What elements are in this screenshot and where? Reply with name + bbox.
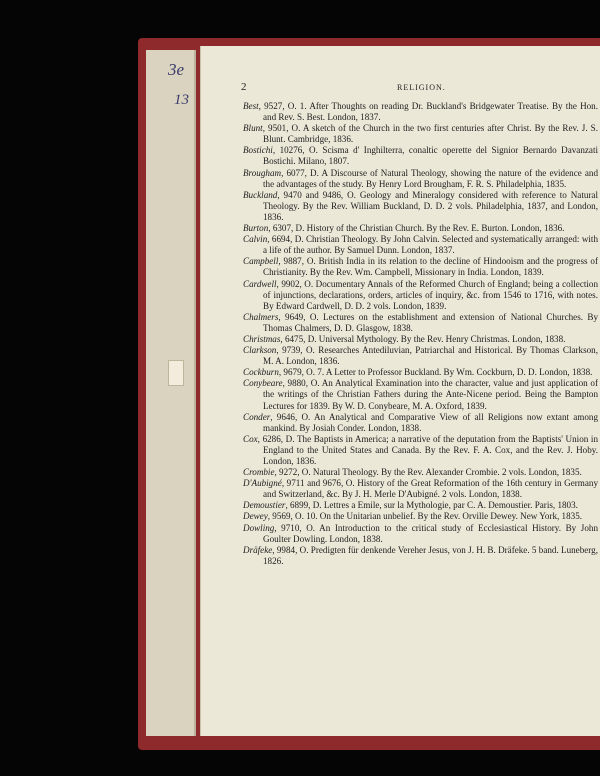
catalog-entry	[243, 190, 598, 223]
entry-author: Conybeare	[243, 378, 283, 389]
margin-note: 13	[174, 92, 189, 108]
entry-author: Brougham	[243, 167, 282, 178]
book-page	[200, 46, 600, 736]
entry-text: , 6286, D. The Baptists in America; a narrative of the deputation from the Baptists' Union in England to the United States and Canada. By the Rev. F. A. Cox, and the Rev. J. Hoby. London, 1836.	[257, 433, 598, 466]
entry-author: Clarkson	[243, 345, 277, 356]
entry-author: Chalmers	[243, 311, 279, 322]
entry-text: , 6077, D. A Discourse of Natural Theology, showing the nature of the evidence and the advantages of the study. By Henry Lord Brougham, F. R. S. Philadelphia, 1835.	[263, 167, 598, 189]
entry-list	[243, 101, 598, 567]
catalog-entry	[243, 145, 598, 167]
catalog-entry	[243, 279, 598, 312]
catalog-entry	[243, 467, 598, 478]
entry-author: Dowling	[243, 522, 275, 533]
catalog-entry	[243, 378, 598, 411]
entry-text: , 9711 and 9676, O. History of the Great Reformation of the 16th century in Germany and Switzerland, &c. By J. H. Merle D'Aubigné. 2 vols. London, 1838.	[263, 478, 598, 500]
entry-author: Conder	[243, 411, 271, 422]
entry-author: Calvin	[243, 234, 268, 245]
catalog-entry	[243, 256, 598, 278]
catalog-entry	[243, 367, 598, 378]
entry-text: , 9679, O. 7. A Letter to Professor Buckland. By Wm. Cockburn, D. D. London, 1838.	[278, 367, 593, 378]
entry-author: D'Aubigné	[243, 478, 282, 489]
entry-author: Best	[243, 101, 259, 111]
page-number: 2	[241, 81, 247, 93]
entry-author: Burton	[243, 223, 269, 234]
entry-text: , 10276, O. Scisma d' Inghilterra, conaltic operette del Signior Bernardo Davanzati Bostichi. Milano, 1807.	[263, 145, 598, 167]
catalog-entry	[243, 545, 598, 567]
catalog-entry	[243, 334, 598, 345]
entry-text: , 9527, O. 1. After Thoughts on reading Dr. Buckland's Bridgewater Treatise. By the Hon. and Rev. S. Best. London, 1837.	[258, 101, 598, 123]
catalog-entry	[243, 478, 598, 500]
entry-text: , 6899, D. Lettres a Emile, sur la Mythologie, par C. A. Demoustier. Paris, 1803.	[285, 500, 578, 511]
catalog-entry	[243, 412, 598, 434]
entry-text: , 6307, D. History of the Christian Church. By the Rev. E. Burton. London, 1836.	[268, 223, 565, 234]
entry-author: Dräfeke	[243, 544, 273, 555]
catalog-entry	[243, 511, 598, 522]
entry-author: Bostichi	[243, 145, 273, 156]
entry-author: Cox	[243, 433, 258, 444]
entry-text: , 9470 and 9486, O. Geology and Mineralogy considered with reference to Natural Theology. By the Rev. William Buckland, D. D. 2 vols. Philadelphia, 1837, and London, 1836.	[263, 189, 598, 222]
entry-text: , 9984, O. Predigten für denkende Vereher Jesus, von J. H. B. Dräfeke. 5 band. Luneberg, 1826.	[263, 544, 598, 566]
entry-text: , 9649, O. Lectures on the establishment and extension of National Churches. By Thomas Chalmers, D. D. Glasgow, 1838.	[263, 311, 598, 333]
page-stub	[168, 360, 184, 386]
entry-author: Cardwell	[243, 278, 277, 289]
catalog-entry	[243, 434, 598, 467]
entry-text: , 9887, O. British India in its relation to the decline of Hindooism and the progress of Christianity. By the Rev. Wm. Campbell, Missionary in India. London, 1839.	[263, 256, 598, 278]
catalog-entry	[243, 123, 598, 145]
entry-text: , 9902, O. Documentary Annals of the Reformed Church of England; being a collection of injunctions, declarations, orders, articles of inquiry, &c. from 1546 to 1716, with notes. By Edward Cardwell, D. D. 2 vols. London, 1839.	[263, 278, 598, 311]
entry-text: , 6694, D. Christian Theology. By John Calvin. Selected and systematically arranged: with a life of the author. By Samuel Dunn. London, 1837.	[263, 234, 598, 256]
entry-author: Campbell	[243, 256, 279, 267]
catalog-entry	[243, 234, 598, 256]
entry-author: Cockburn	[243, 367, 279, 378]
entry-text: , 9880, O. An Analytical Examination into the character, value and just application of the writings of the Christian Fathers during the Ante-Nicene period. Being the Bampton Lectures for 1839. By W. D. Conybeare, M. A. Oxford, 1839.	[263, 378, 598, 411]
entry-author: Buckland	[243, 189, 278, 200]
entry-text: , 9569, O. 10. On the Unitarian unbelief. By the Rev. Orville Dewey. New York, 1835.	[267, 511, 583, 522]
catalog-entry	[243, 523, 598, 545]
catalog-entry	[243, 223, 598, 234]
catalog-entry	[243, 345, 598, 367]
entry-text: , 9710, O. An Introduction to the critical study of Ecclesiastical History. By John Goulter Dowling. London, 1838.	[263, 522, 598, 544]
entry-author: Christmas	[243, 333, 281, 344]
entry-text: , 9739, O. Researches Antediluvian, Patriarchal and Historical. By Thomas Clarkson, M. A. London, 1836.	[263, 345, 598, 367]
entry-author: Crombie	[243, 467, 275, 478]
entry-author: Demoustier	[243, 500, 286, 511]
entry-text: , 9272, O. Natural Theology. By the Rev. Alexander Crombie. 2 vols. London, 1835.	[274, 467, 582, 478]
entry-author: Dewey	[243, 511, 268, 522]
catalog-entry	[243, 500, 598, 511]
margin-note: 3e	[168, 60, 185, 79]
entry-text: , 9501, O. A sketch of the Church in the two first centuries after Christ. By the Rev. J. S. Blunt. Cambridge, 1836.	[262, 123, 598, 145]
catalog-entry	[243, 168, 598, 190]
running-head: RELIGION.	[397, 83, 446, 92]
catalog-entry	[243, 312, 598, 334]
entry-author: Blunt	[243, 123, 263, 134]
entry-text: , 9646, O. An Analytical and Comparative View of all Religions now extant among mankind. By Josiah Conder. London, 1838.	[263, 411, 598, 433]
flyleaf	[146, 50, 196, 736]
entry-text: , 6475, D. Universal Mythology. By the Rev. Henry Christmas. London, 1838.	[280, 333, 566, 344]
catalog-entry	[243, 101, 598, 123]
